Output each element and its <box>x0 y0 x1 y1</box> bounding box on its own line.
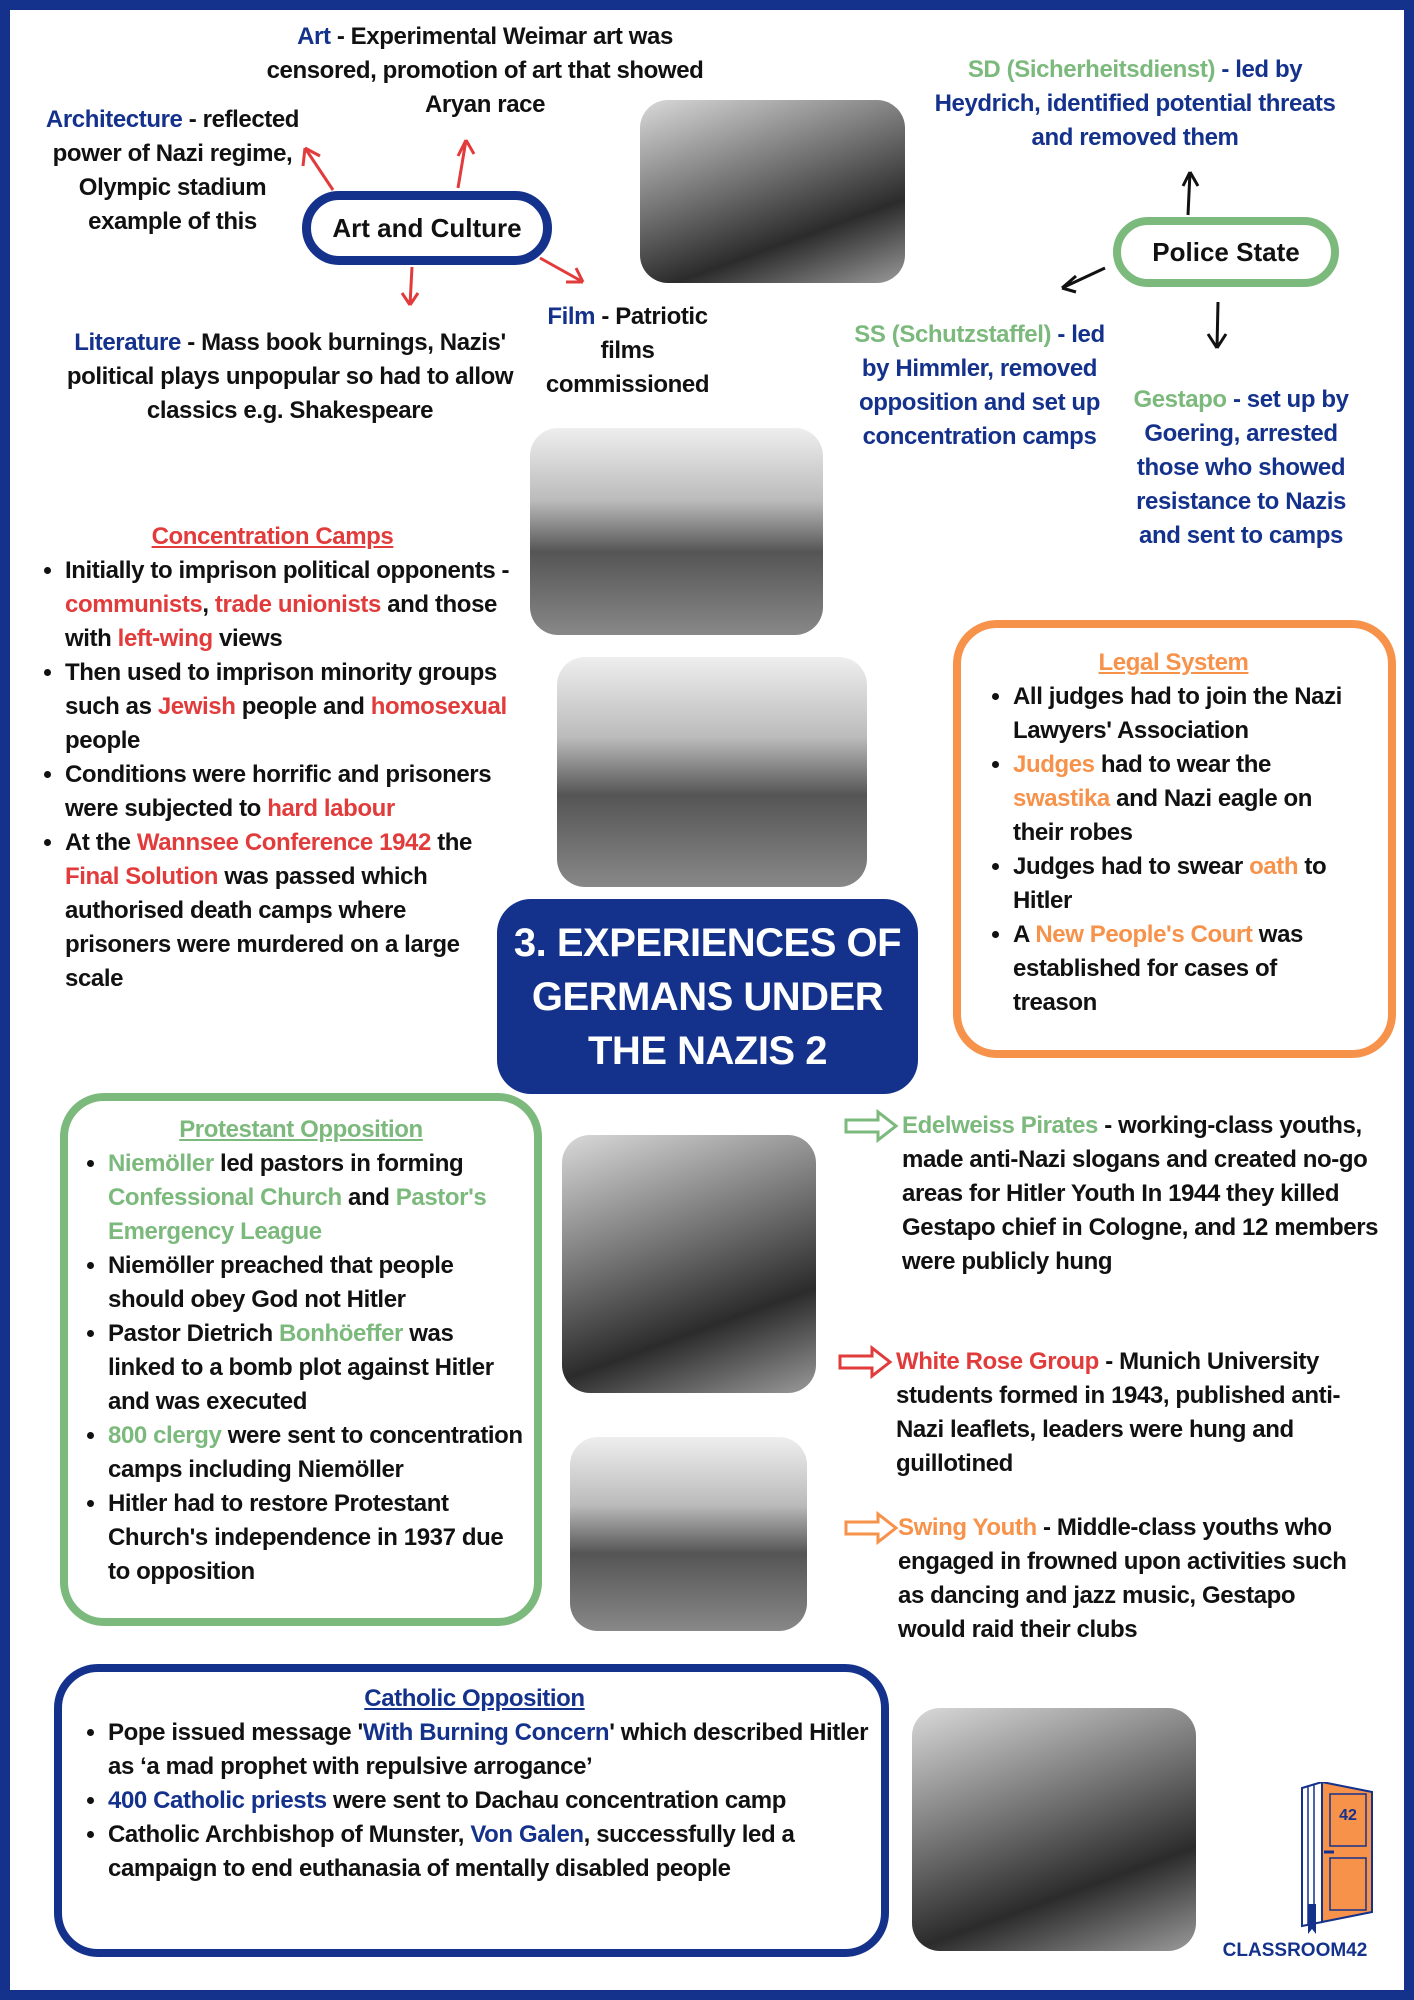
text-segment: was passed which authorised death camps where prisoners were murdered on a large scale <box>65 863 460 992</box>
catholic-box <box>54 1664 889 1957</box>
highlight-text: SS (Schutzstaffel) <box>854 321 1052 348</box>
protestant-heading: Protestant Opposition <box>179 1116 423 1143</box>
text-segment: Catholic Archbishop of Munster, <box>108 1821 471 1848</box>
white-rose-note <box>896 1345 1376 1481</box>
text-segment: Conditions were horrific and prisoners were subjected to <box>65 761 492 822</box>
text-segment: the <box>430 829 472 856</box>
text-segment: people and <box>235 693 371 720</box>
highlight-text: Confessional Church <box>108 1184 342 1211</box>
highlight-text: Art <box>297 23 331 50</box>
text-segment: Niemöller preached that people should obey God not Hitler <box>108 1252 454 1313</box>
text-segment: - reflected power of Nazi regime, Olympic stadium example of this <box>52 106 300 235</box>
text-segment: - working-class youths, made anti-Nazi slogans and created no-go areas for Hitler Youth In 1944 they killed Gestapo chief in Cologne, and 12 members were publicly hung <box>902 1112 1379 1275</box>
highlight-text: communists <box>65 591 203 618</box>
list-item <box>108 1784 871 1818</box>
highlight-text: oath <box>1249 853 1299 880</box>
highlight-text: - set up by Goering, arrested those who showed resistance to Nazis and sent to camps <box>1136 386 1349 549</box>
list-item <box>108 1716 871 1784</box>
text-segment: Initially to imprison political opponents - <box>65 557 510 584</box>
highlight-text: Edelweiss Pirates <box>902 1112 1098 1139</box>
text-segment: Then used to imprison minority groups such as <box>65 659 497 720</box>
highlight-text: - led by Heydrich, identified potential threats and removed them <box>934 56 1336 151</box>
highlight-text: Jewish <box>157 693 236 720</box>
highlight-text: left-wing <box>117 625 213 652</box>
text-segment: Pastor Dietrich <box>108 1320 279 1347</box>
highlight-text: trade unionists <box>214 591 381 618</box>
list-item <box>108 1818 871 1886</box>
swing-youth-note <box>898 1511 1353 1647</box>
edelweiss-note <box>902 1109 1382 1279</box>
highlight-text: With Burning Concern <box>362 1719 610 1746</box>
text-segment: to Hitler <box>1013 853 1327 914</box>
text-segment: was linked to a bomb plot against Hitler and was executed <box>108 1320 494 1415</box>
highlight-text: Pastor's Emergency League <box>108 1184 487 1245</box>
text-segment: Pope issued message ' <box>108 1719 363 1746</box>
text-segment: Judges had to swear <box>1013 853 1250 880</box>
text-segment: had to wear the <box>1094 751 1271 778</box>
classroom42-logo-icon <box>1300 1782 1380 1942</box>
highlight-text: Niemöller <box>108 1150 214 1177</box>
highlight-text: Von Galen <box>470 1821 584 1848</box>
legal-heading: Legal System <box>1098 649 1249 676</box>
text-segment: and <box>341 1184 396 1211</box>
highlight-text: SD (Sicherheitsdienst) <box>967 56 1216 83</box>
text-segment: All judges had to join the Nazi Lawyers' Association <box>1013 683 1342 744</box>
catholic-list <box>78 1716 871 1886</box>
highlight-text: Bonhöeffer <box>279 1320 403 1347</box>
page-title: 3. EXPERIENCES OF GERMANS UNDER THE NAZIS 2 <box>497 899 918 1094</box>
text-segment: ' which described Hitler as ‘a mad prophet with repulsive arrogance’ <box>108 1719 869 1780</box>
highlight-text: Architecture <box>45 106 183 133</box>
highlight-text: Literature <box>74 329 181 356</box>
highlight-text: Judges <box>1013 751 1095 778</box>
text-segment: Hitler had to restore Protestant Church's independence in 1937 due to opposition <box>108 1490 504 1585</box>
highlight-text: 800 clergy <box>108 1422 222 1449</box>
text-segment: , successfully led a campaign to end euthanasia of mentally disabled people <box>108 1821 795 1882</box>
photo-crowd-salute <box>912 1708 1196 1951</box>
police-state-hub: Police State <box>1113 217 1339 287</box>
highlight-text: 400 Catholic priests <box>108 1787 327 1814</box>
text-segment: were sent to Dachau concentration camp <box>326 1787 786 1814</box>
text-segment: was established for cases of treason <box>1013 921 1303 1016</box>
highlight-text: Gestapo <box>1133 386 1227 413</box>
highlight-text: Wannsee Conference 1942 <box>136 829 431 856</box>
highlight-text: - led by Himmler, removed opposition and set up concentration camps <box>859 321 1105 450</box>
highlight-text: homosexual <box>370 693 507 720</box>
highlight-text: hard labour <box>267 795 395 822</box>
text-segment: and Nazi eagle on their robes <box>1013 785 1313 846</box>
text-segment: - Middle-class youths who engaged in frowned upon activities such as dancing and jazz music, Gestapo would raid their clubs <box>898 1514 1347 1643</box>
text-segment: , <box>202 591 215 618</box>
text-segment: led pastors in forming <box>213 1150 464 1177</box>
catholic-heading: Catholic Opposition <box>364 1685 585 1712</box>
highlight-text: Film <box>547 303 596 330</box>
text-segment: - Patriotic films commissioned <box>545 303 710 398</box>
highlight-text: Swing Youth <box>898 1514 1037 1541</box>
text-segment: views <box>212 625 283 652</box>
text-segment: At the <box>65 829 137 856</box>
brand-name: CLASSROOM42 <box>1222 1940 1368 1961</box>
text-segment: - Mass book burnings, Nazis' political plays unpopular so had to allow classics e.g. Shakespeare <box>66 329 514 424</box>
text-segment: - Munich University students formed in 1943, published anti-Nazi leaflets, leaders were hung and guillotined <box>896 1348 1341 1477</box>
text-segment: - Experimental Weimar art was censored, promotion of art that showed Aryan race <box>266 23 704 118</box>
art-culture-hub: Art and Culture <box>302 191 552 265</box>
highlight-text: White Rose Group <box>896 1348 1099 1375</box>
text-segment: were sent to concentration camps including Niemöller <box>108 1422 523 1483</box>
highlight-text: Final Solution <box>65 863 219 890</box>
highlight-text: New People's Court <box>1035 921 1253 948</box>
text-segment: A <box>1013 921 1036 948</box>
text-segment: and those with <box>65 591 497 652</box>
text-segment: people <box>65 727 140 754</box>
logo-door-number: 42 <box>1339 1807 1357 1824</box>
camps-heading: Concentration Camps <box>151 523 394 550</box>
highlight-text: swastika <box>1013 785 1110 812</box>
